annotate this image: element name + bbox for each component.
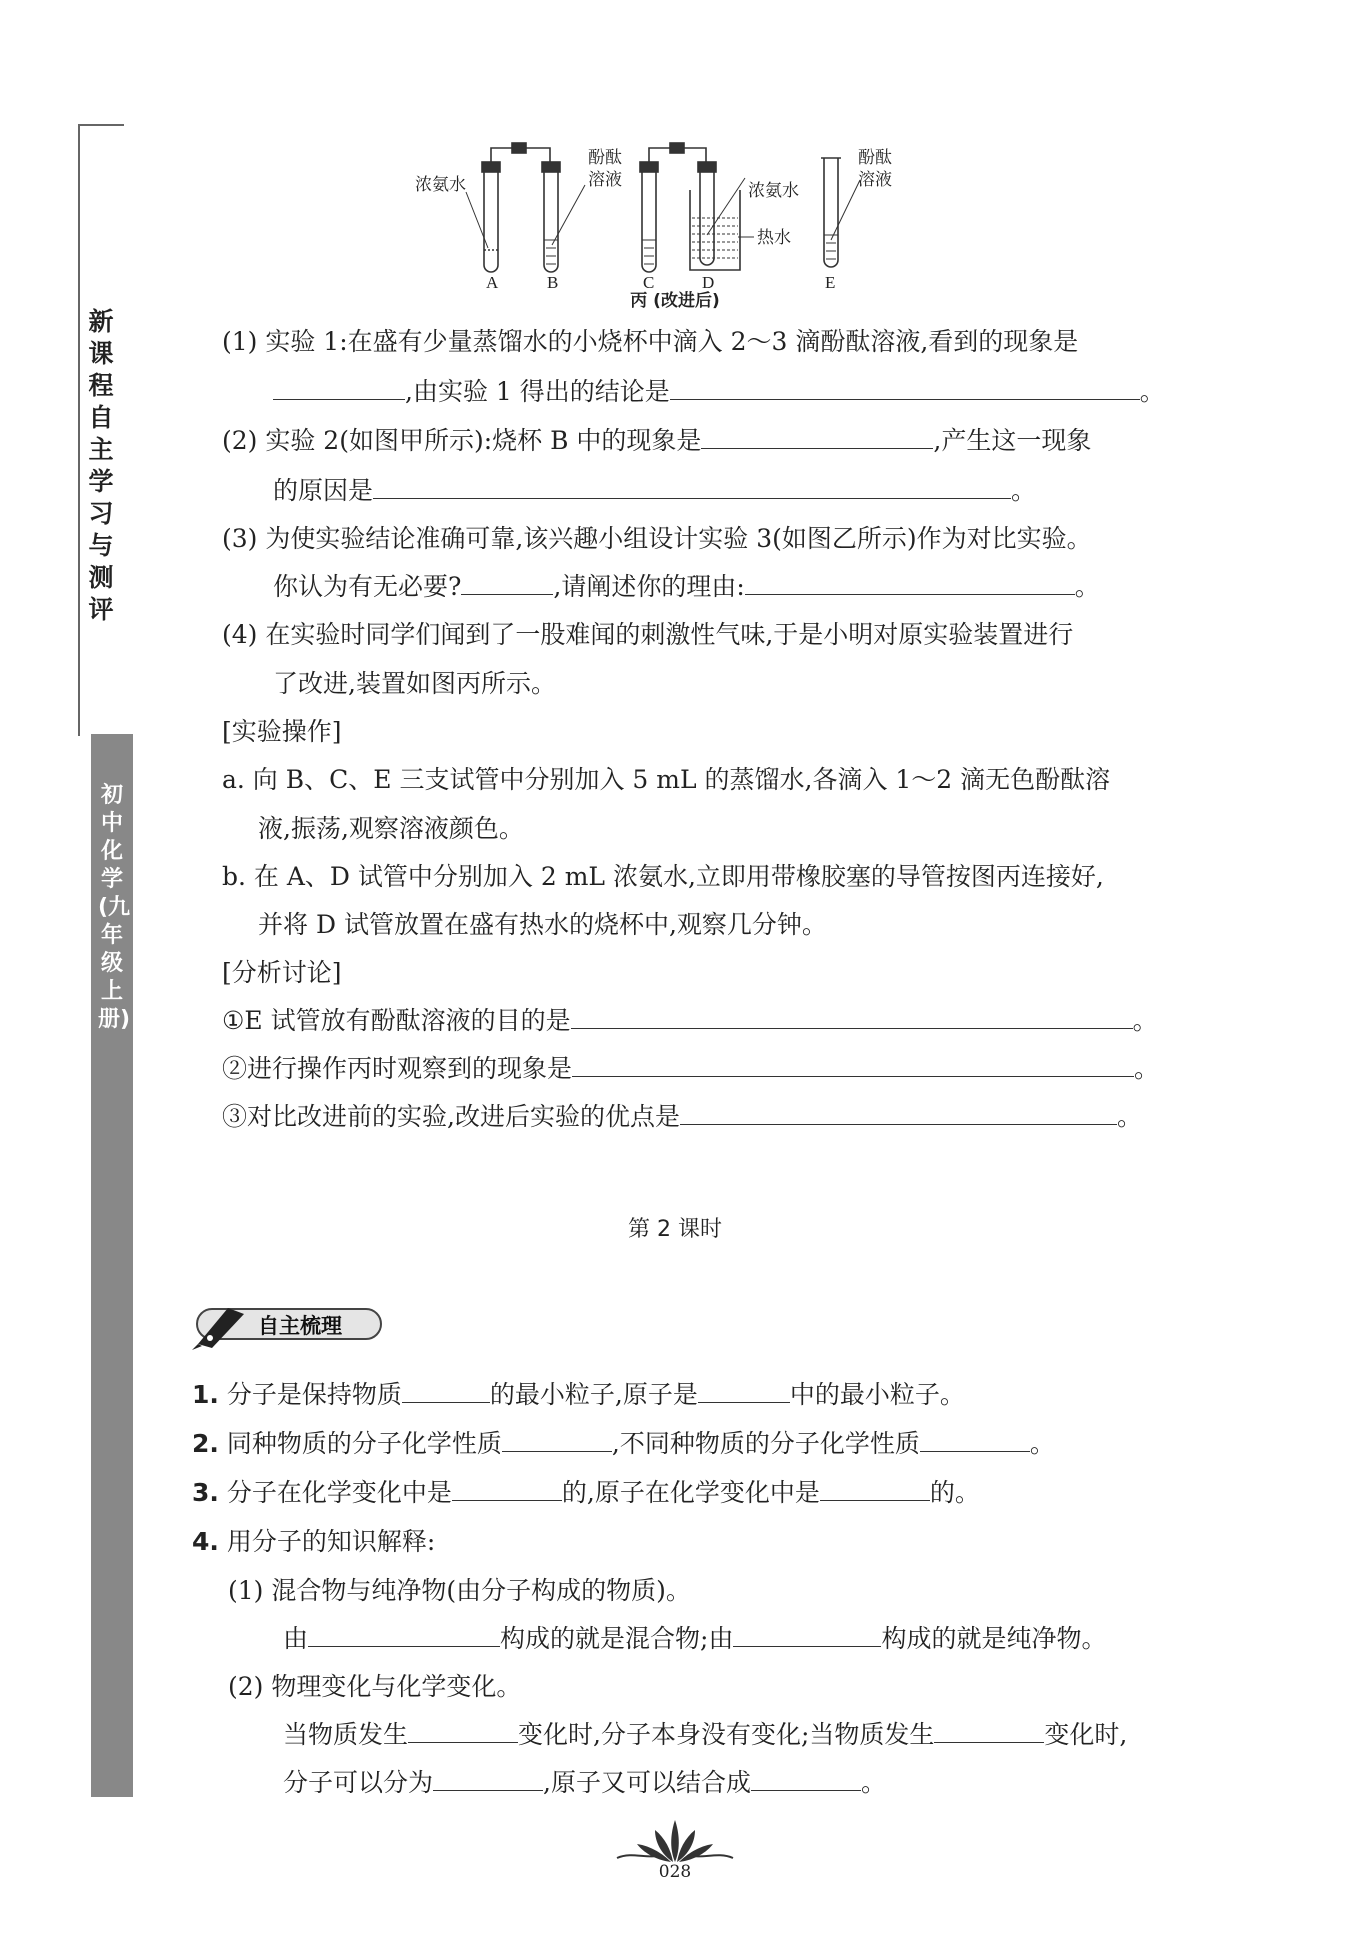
review-sub-1: (1) 混合物与纯净物(由分子构成的物质)。 xyxy=(228,1576,691,1605)
period: 。 xyxy=(1074,572,1100,601)
q2-text-3: 的原因是 xyxy=(273,476,374,505)
answer-blank[interactable] xyxy=(920,1427,1030,1452)
answer-blank[interactable] xyxy=(402,1378,490,1403)
period: 。 xyxy=(1139,377,1165,406)
q3-line-1 xyxy=(222,522,1092,556)
answer-blank[interactable] xyxy=(680,1100,1117,1125)
q1-line-1 xyxy=(222,325,1078,359)
q4-text-2: 了改进,装置如图丙所示。 xyxy=(273,669,556,698)
period: 。 xyxy=(1011,476,1037,505)
discussion-3: ③对比改进前的实验,改进后实验的优点是 。 xyxy=(222,1102,1142,1131)
tube-c xyxy=(640,143,706,272)
apparatus-diagram xyxy=(400,140,1020,290)
review-item-2: 2. 同种物质的分子化学性质 ,不同种物质的分子化学性质 。 xyxy=(192,1429,1055,1458)
label-hot-water: 热水 xyxy=(757,228,791,247)
tube-d-beaker xyxy=(690,162,740,270)
section-title: 自主梳理 xyxy=(258,1314,342,1338)
q2-line-2 xyxy=(273,474,1036,508)
subject-title: 初中化学(九年级上册) xyxy=(98,783,131,1032)
figure-caption: 丙 (改进后) xyxy=(630,291,720,311)
q2-text: (2) 实验 2(如图甲所示):烧杯 B 中的现象是 xyxy=(222,426,702,455)
answer-blank[interactable] xyxy=(408,1718,518,1743)
answer-blank[interactable] xyxy=(745,570,1075,595)
tube-a xyxy=(482,143,550,272)
q3-text-3: ,请阐述你的理由: xyxy=(553,572,745,601)
section-badge xyxy=(188,1300,388,1340)
answer-blank[interactable] xyxy=(934,1718,1044,1743)
answer-blank[interactable] xyxy=(733,1622,881,1647)
review-sub-2: (2) 物理变化与化学变化。 xyxy=(228,1672,522,1701)
q4-line-1 xyxy=(222,618,1073,652)
tube-b xyxy=(542,162,560,272)
review-item-4: 4. 用分子的知识解释: xyxy=(192,1527,436,1556)
answer-blank[interactable] xyxy=(273,375,405,400)
side-subject-strip xyxy=(91,734,133,1797)
q3-text-2: 你认为有无必要? xyxy=(273,572,462,601)
review-sub-1-line: 由 构成的就是混合物;由 构成的就是纯净物。 xyxy=(283,1624,1107,1653)
answer-blank[interactable] xyxy=(452,1476,562,1501)
discussion-1: ①E 试管放有酚酞溶液的目的是 。 xyxy=(222,1006,1158,1035)
operation-a-line-1: a. 向 B、C、E 三支试管中分别加入 5 mL 的蒸馏水,各滴入 1～2 滴无色酚酞溶 xyxy=(222,765,1111,794)
review-item-3: 3. 分子在化学变化中是 的,原子在化学变化中是 的。 xyxy=(192,1478,980,1507)
q1-text: (1) 实验 1:在盛有少量蒸馏水的小烧杯中滴入 2～3 滴酚酞溶液,看到的现象是 xyxy=(222,327,1079,356)
discussion-heading: [分析讨论] xyxy=(222,958,342,987)
operation-b-line-1: b. 在 A、D 试管中分别加入 2 mL 浓氨水,立即用带橡胶塞的导管按图丙连接好, xyxy=(222,862,1104,891)
operation-a-line-2: 液,振荡,观察溶液颜色。 xyxy=(258,814,524,843)
q4-line-2 xyxy=(273,667,556,701)
answer-blank[interactable] xyxy=(751,1766,861,1791)
leaf-ornament-icon xyxy=(615,1818,735,1866)
tube-e xyxy=(718,150,841,267)
q4-text: (4) 在实验时同学们闻到了一股难闻的刺激性气味,于是小明对原实验装置进行 xyxy=(222,620,1074,649)
q1-text-2: ,由实验 1 得出的结论是 xyxy=(405,377,670,406)
answer-blank[interactable] xyxy=(308,1622,500,1647)
label-tube-d: D xyxy=(702,273,715,290)
answer-blank[interactable] xyxy=(373,474,1011,499)
answer-blank[interactable] xyxy=(461,570,553,595)
review-item-1: 1. 分子是保持物质 的最小粒子,原子是 中的最小粒子。 xyxy=(192,1380,965,1409)
label-phenolphthalein-e1: 酚酞 xyxy=(858,148,892,167)
answer-blank[interactable] xyxy=(572,1052,1134,1077)
page-number: 028 xyxy=(658,1862,692,1882)
answer-blank[interactable] xyxy=(701,424,933,449)
label-conc-ammonia-d: 浓氨水 xyxy=(748,181,799,200)
label-phenolphthalein-b1: 酚酞 xyxy=(588,148,622,167)
discussion-2: ②进行操作丙时观察到的现象是 。 xyxy=(222,1054,1160,1083)
period: 。 xyxy=(1116,1102,1142,1131)
review-sub-2-line-1: 当物质发生 变化时,分子本身没有变化;当物质发生 变化时, xyxy=(283,1720,1128,1749)
q3-text: (3) 为使实验结论准确可靠,该兴趣小组设计实验 3(如图乙所示)作为对比实验。 xyxy=(222,524,1092,553)
pen-icon xyxy=(188,1300,258,1350)
period: 。 xyxy=(1132,1006,1158,1035)
answer-blank[interactable] xyxy=(820,1476,930,1501)
series-title: 新课程自主学习与测评 xyxy=(88,307,114,624)
label-tube-a: A xyxy=(486,273,499,290)
q2-line-1 xyxy=(222,424,1091,458)
answer-blank[interactable] xyxy=(698,1378,790,1403)
label-tube-c: C xyxy=(643,273,655,290)
q3-line-2 xyxy=(273,570,1100,604)
label-tube-e: E xyxy=(825,273,836,290)
answer-blank[interactable] xyxy=(571,1004,1133,1029)
label-conc-ammonia: 浓氨水 xyxy=(415,175,466,194)
label-phenolphthalein-e2: 溶液 xyxy=(858,170,892,189)
side-title-strip xyxy=(78,124,124,736)
q1-line-2 xyxy=(273,375,1165,409)
q2-text-2: ,产生这一现象 xyxy=(933,426,1092,455)
answer-blank[interactable] xyxy=(502,1427,612,1452)
operation-b-line-2: 并将 D 试管放置在盛有热水的烧杯中,观察几分钟。 xyxy=(258,910,827,939)
answer-blank[interactable] xyxy=(670,375,1140,400)
review-sub-2-line-2: 分子可以分为 ,原子又可以结合成 。 xyxy=(283,1768,886,1797)
answer-blank[interactable] xyxy=(433,1766,543,1791)
operation-heading: [实验操作] xyxy=(222,717,342,746)
lesson-title: 第 2 课时 xyxy=(628,1217,722,1242)
label-phenolphthalein-b2: 溶液 xyxy=(588,170,622,189)
period: 。 xyxy=(1134,1054,1160,1083)
label-tube-b: B xyxy=(547,273,559,290)
